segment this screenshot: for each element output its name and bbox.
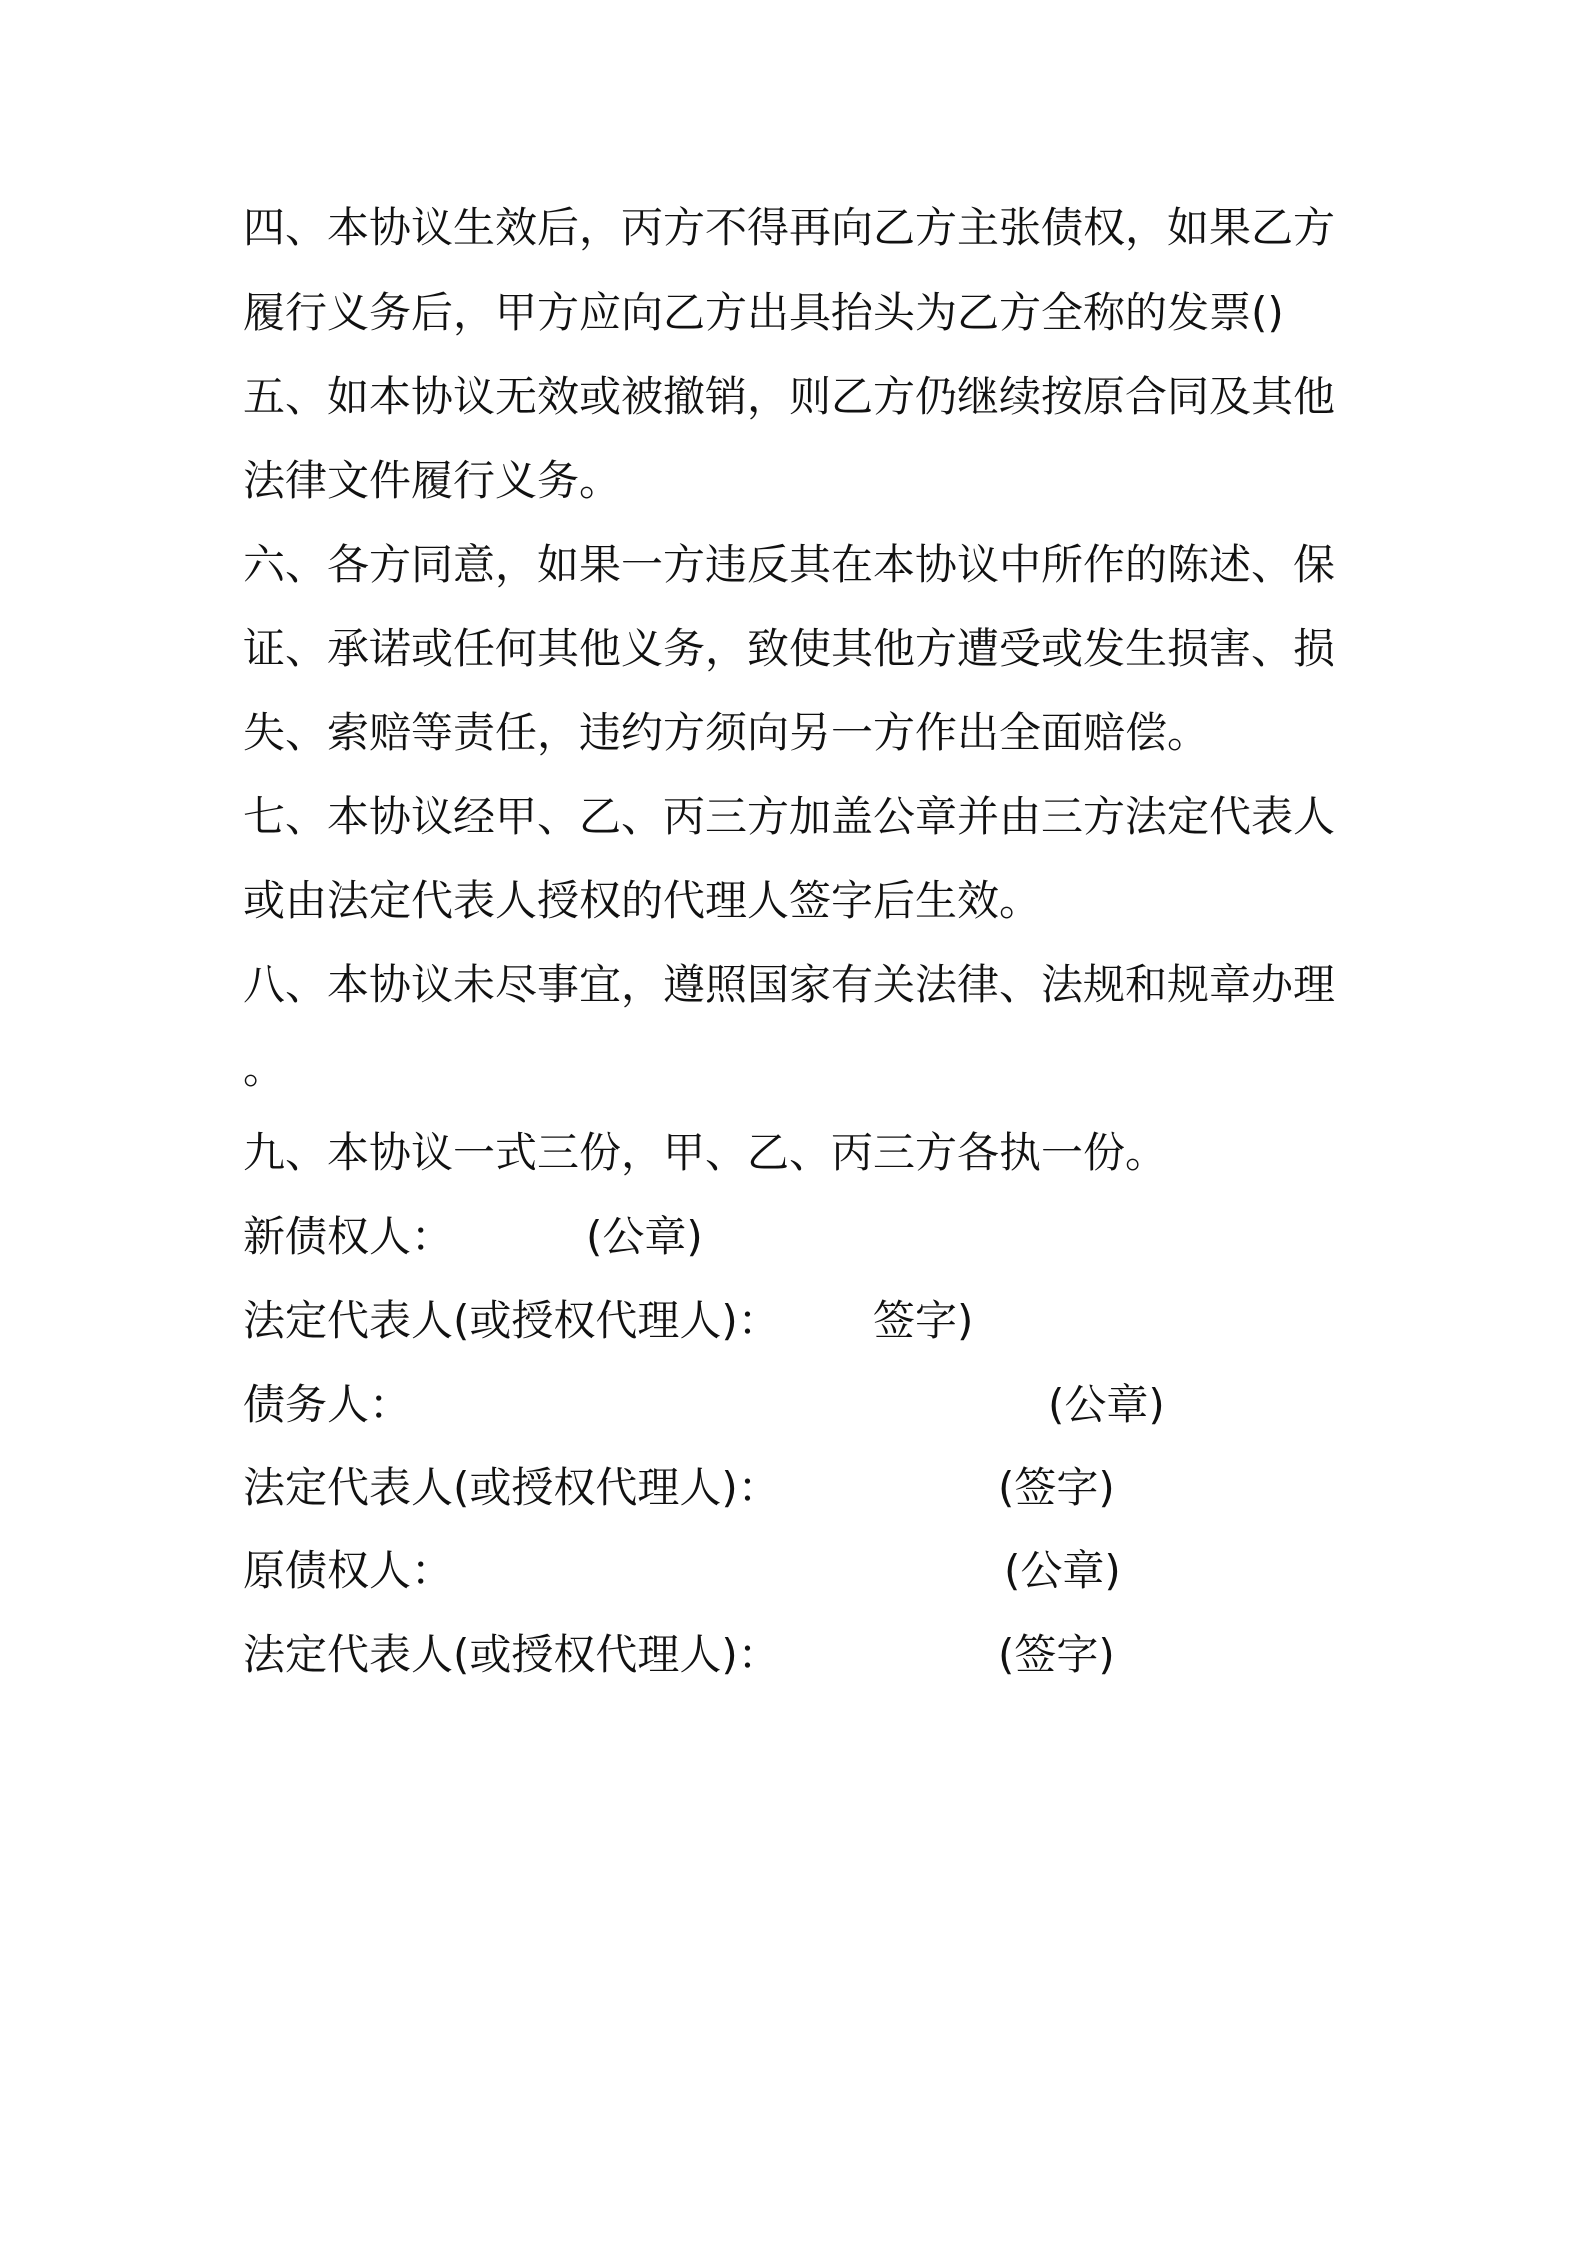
original-creditor-label: 原债权人： [243,1546,454,1595]
new-creditor-label: 新债权人： [243,1212,454,1261]
clause-7-line-2: 或由法定代表人授权的代理人签字后生效。 [243,876,1042,925]
original-creditor-seal: (公章) [1004,1546,1121,1595]
clause-5-line-2: 法律文件履行义务。 [243,456,622,505]
new-creditor-rep-signature: 签字) [873,1296,974,1345]
debtor-rep-label: 法定代表人(或授权代理人)： [243,1463,780,1512]
clause-8-line-2: 。 [243,1044,286,1093]
clause-6-line-1: 六、各方同意，如果一方违反其在本协议中所作的陈述、保 [243,540,1336,589]
clause-8-line-1: 八、本协议未尽事宜，遵照国家有关法律、法规和规章办理 [243,960,1336,1009]
clause-7-line-1: 七、本协议经甲、乙、丙三方加盖公章并由三方法定代表人 [243,792,1336,841]
original-creditor-rep-signature: (签字) [998,1630,1115,1679]
original-creditor-rep-label: 法定代表人(或授权代理人)： [243,1630,780,1679]
new-creditor-seal: (公章) [586,1212,703,1261]
new-creditor-rep-label: 法定代表人(或授权代理人)： [243,1296,780,1345]
clause-4-line-2: 履行义务后，甲方应向乙方出具抬头为乙方全称的发票() [243,288,1284,337]
clause-5-line-1: 五、如本协议无效或被撤销，则乙方仍继续按原合同及其他 [243,372,1336,421]
clause-4-line-1: 四、本协议生效后，丙方不得再向乙方主张债权，如果乙方 [243,203,1336,252]
debtor-label: 债务人： [243,1380,412,1429]
clause-6-line-3: 失、索赔等责任，违约方须向另一方作出全面赔偿。 [243,708,1210,757]
clause-9-line-1: 九、本协议一式三份，甲、乙、丙三方各执一份。 [243,1128,1168,1177]
clause-6-line-2: 证、承诺或任何其他义务，致使其他方遭受或发生损害、损 [243,624,1336,673]
debtor-rep-signature: (签字) [998,1463,1115,1512]
debtor-seal: (公章) [1048,1380,1165,1429]
